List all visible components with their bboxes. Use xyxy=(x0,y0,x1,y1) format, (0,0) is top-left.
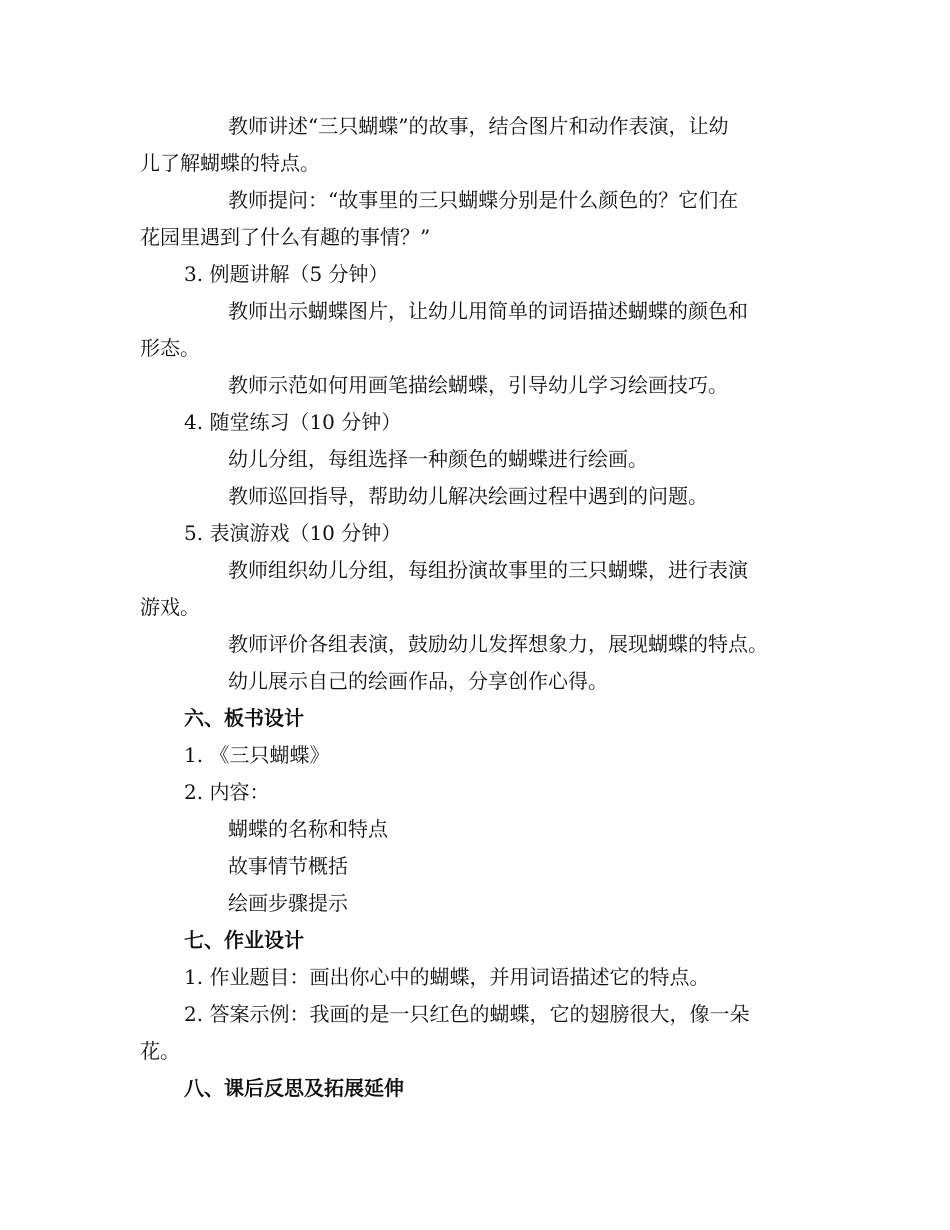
paragraph-line: 教师示范如何用画笔描绘蝴蝶，引导幼儿学习绘画技巧。 xyxy=(228,373,728,397)
sub-item: 故事情节概括 xyxy=(228,854,348,878)
section-heading-8: 八、课后反思及拓展延伸 xyxy=(184,1076,404,1100)
list-item: 1. 作业题目：画出你心中的蝴蝶，并用词语描述它的特点。 xyxy=(184,965,710,989)
paragraph-line: 教师组织幼儿分组，每组扮演故事里的三只蝴蝶，进行表演 xyxy=(228,558,748,582)
section-heading-7: 七、作业设计 xyxy=(184,928,304,952)
paragraph-line: 游戏。 xyxy=(140,595,200,619)
list-item: 2. 答案示例：我画的是一只红色的蝴蝶，它的翅膀很大，像一朵 xyxy=(184,1002,750,1026)
paragraph-line: 幼儿展示自己的绘画作品，分享创作心得。 xyxy=(228,669,608,693)
list-item: 2. 内容： xyxy=(184,780,270,804)
paragraph-line: 形态。 xyxy=(140,336,200,360)
paragraph-line: 教师讲述“三只蝴蝶”的故事，结合图片和动作表演，让幼 xyxy=(228,114,729,138)
paragraph-line: 花园里遇到了什么有趣的事情？” xyxy=(140,225,431,249)
paragraph-line: 教师出示蝴蝶图片，让幼儿用简单的词语描述蝴蝶的颜色和 xyxy=(228,299,748,323)
list-item-step-3: 3. 例题讲解（5 分钟） xyxy=(184,262,389,286)
paragraph-line: 儿了解蝴蝶的特点。 xyxy=(140,151,320,175)
list-item-step-5: 5. 表演游戏（10 分钟） xyxy=(184,521,402,545)
sub-item: 蝴蝶的名称和特点 xyxy=(228,817,388,841)
paragraph-line: 教师评价各组表演，鼓励幼儿发挥想象力，展现蝴蝶的特点。 xyxy=(228,632,768,656)
paragraph-line: 花。 xyxy=(140,1039,180,1063)
paragraph-line: 幼儿分组，每组选择一种颜色的蝴蝶进行绘画。 xyxy=(228,447,648,471)
paragraph-line: 教师巡回指导，帮助幼儿解决绘画过程中遇到的问题。 xyxy=(228,484,708,508)
list-item: 1. 《三只蝴蝶》 xyxy=(184,743,330,767)
list-item-step-4: 4. 随堂练习（10 分钟） xyxy=(184,410,402,434)
paragraph-line: 教师提问：“故事里的三只蝴蝶分别是什么颜色的？它们在 xyxy=(228,188,739,212)
section-heading-6: 六、板书设计 xyxy=(184,706,304,730)
sub-item: 绘画步骤提示 xyxy=(228,891,348,915)
